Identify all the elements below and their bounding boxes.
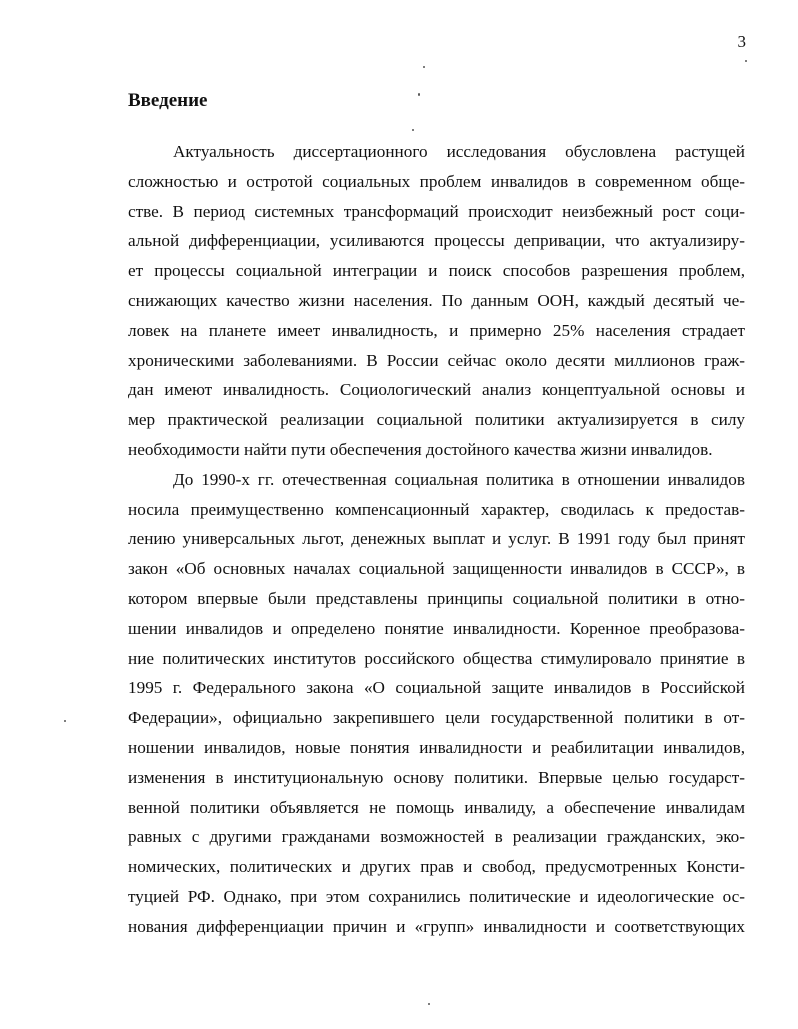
text-line: изменения в институциональную основу политики. Впервые целью государст- [128, 767, 745, 787]
scan-speck [428, 1003, 430, 1005]
text-line: Федерации», официально закрепившего цели государственной политики в от- [128, 708, 745, 728]
text-line: номических, политических и других прав и свобод, предусмотренных Консти- [128, 857, 745, 877]
text-line: мер практической реализации социальной политики актуализируется в силу [128, 410, 745, 430]
text-line: стве. В период системных трансформаций происходит неизбежный рост соци- [128, 201, 745, 221]
text-line: котором впервые были представлены принципы социальной политики в отно- [128, 588, 745, 608]
scan-speck [412, 129, 414, 131]
text-line: Актуальность диссертационного исследования обусловлена растущей [173, 142, 745, 161]
text-line: туцией РФ. Однако, при этом сохранились политические и идеологические ос- [128, 886, 745, 906]
text-line: лению универсальных льгот, денежных выплат и услуг. В 1991 году был принят [128, 529, 745, 549]
text-line: хроническими заболеваниями. В России сейчас около десяти миллионов граж- [128, 350, 745, 370]
text-line: ние политических институтов российского общества стимулировало принятие в [128, 648, 745, 668]
text-line: сложностью и остротой социальных проблем инвалидов в современном обще- [128, 171, 745, 191]
scan-speck [64, 720, 66, 722]
text-line: ловек на планете имеет инвалидность, и примерно 25% населения страдает [128, 320, 745, 340]
text-line: нования дифференциации причин и «групп» инвалидности и соответствующих [128, 916, 745, 936]
paragraph-1 [128, 137, 745, 465]
text-line: снижающих качество жизни населения. По данным ООН, каждый десятый че- [128, 290, 745, 310]
scan-speck [418, 93, 420, 96]
page-number: 3 [737, 32, 746, 51]
body-text [128, 137, 745, 942]
text-line: ношении инвалидов, новые понятия инвалидности и реабилитации инвалидов, [128, 737, 745, 757]
section-heading: Введение [128, 90, 208, 111]
text-line: необходимости найти пути обеспечения достойного качества жизни инвалидов. [128, 439, 713, 459]
text-line: носила преимущественно компенсационный характер, сводилась к предостав- [128, 499, 745, 519]
text-line: До 1990-х гг. отечественная социальная политика в отношении инвалидов [173, 469, 745, 489]
text-line: 1995 г. Федерального закона «О социальной защите инвалидов в Российской [128, 678, 745, 698]
text-line: альной дифференциации, усиливаются процессы депривации, что актуализиру- [128, 231, 745, 251]
text-line: равных с другими гражданами возможностей в реализации гражданских, эко- [128, 827, 745, 847]
text-line: венной политики объявляется не помощь инвалиду, а обеспечение инвалидам [128, 797, 745, 817]
scan-speck [423, 66, 425, 68]
text-line: шении инвалидов и определено понятие инвалидности. Коренное преобразова- [128, 618, 745, 638]
text-line: закон «Об основных началах социальной защищенности инвалидов в СССР», в [128, 559, 745, 579]
scan-speck [745, 60, 747, 62]
paragraph-2 [128, 465, 745, 942]
text-line: дан имеют инвалидность. Социологический анализ концептуальной основы и [128, 380, 745, 400]
text-line: ет процессы социальной интеграции и поиск способов разрешения проблем, [128, 261, 745, 281]
